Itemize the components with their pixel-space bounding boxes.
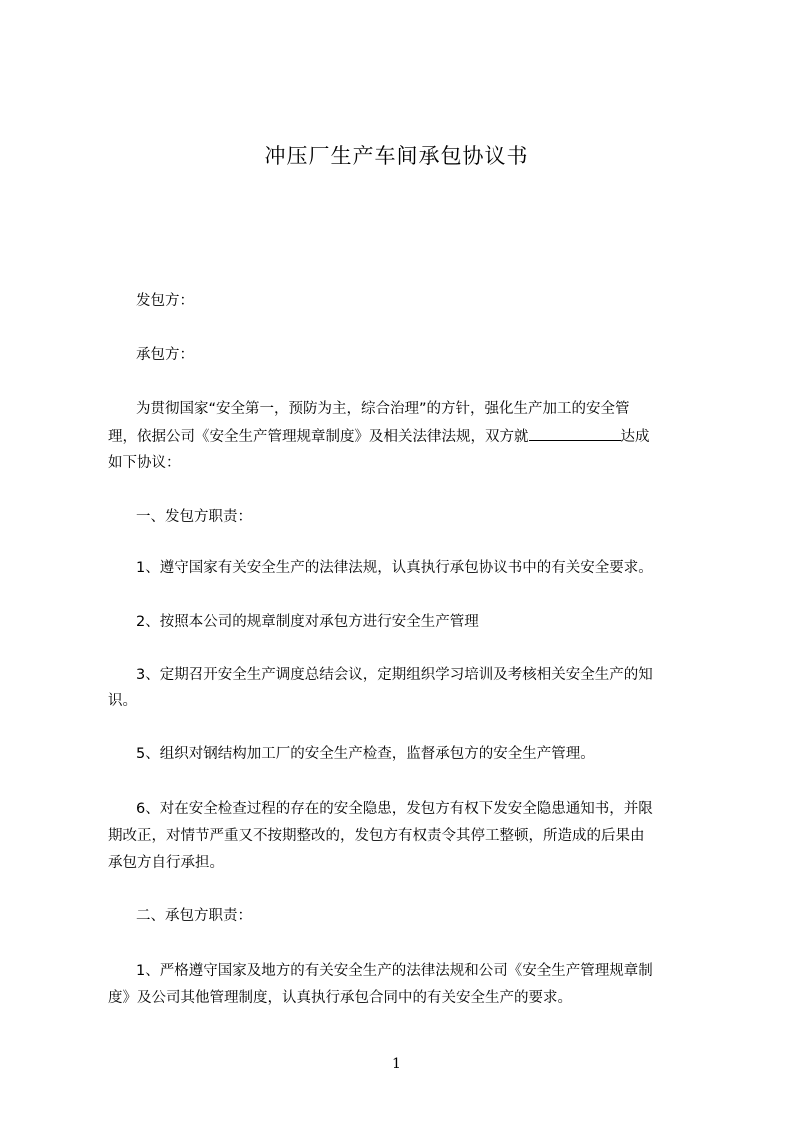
intro-line-2-end: 达成: [620, 429, 650, 445]
section-1-item-2: 2、按照本公司的规章制度对承包方进行安全生产管理: [136, 614, 479, 630]
section-2-item-1-line-1: 1、严格遵守国家及地方的有关安全生产的法律法规和公司《安全生产管理规章制: [136, 963, 653, 979]
section-1-heading: 一、发包方职责：: [136, 509, 252, 525]
section-1-item-5: 5、组织对钢结构加工厂的安全生产检查，监督承包方的安全生产管理。: [136, 746, 595, 762]
document-title: 冲压厂生产车间承包协议书: [264, 144, 529, 168]
section-2-item-1-line-2: 度》及公司其他管理制度，认真执行承包合同中的有关安全生产的要求。: [108, 990, 572, 1006]
section-1-item-6-line-3: 承包方自行承担。: [108, 855, 224, 871]
scope-blank-field: [529, 426, 621, 441]
section-2-heading: 二、承包方职责：: [136, 908, 252, 924]
section-1-item-1: 1、遵守国家有关安全生产的法律法规，认真执行承包协议书中的有关安全要求。: [136, 560, 653, 576]
intro-line-3: 如下协议：: [108, 455, 181, 471]
section-1-item-3-line-1: 3、定期召开安全生产调度总结会议，定期组织学习培训及考核相关安全生产的知: [136, 667, 653, 683]
section-1-item-6-line-2: 期改正，对情节严重又不按期整改的，发包方有权责令其停工整顿，所造成的后果由: [108, 828, 645, 844]
intro-line-1: 为贯彻国家“安全第一，预防为主，综合治理”的方针，强化生产加工的安全管: [136, 401, 630, 417]
intro-line-2-text: 理，依据公司《安全生产管理规章制度》及相关法律法规，双方就: [108, 429, 529, 445]
employer-field-label: 发包方：: [136, 293, 194, 309]
section-1-item-6-line-1: 6、对在安全检查过程的存在的安全隐患，发包方有权下发安全隐患通知书，并限: [136, 801, 653, 817]
page-number: 1: [392, 1056, 401, 1072]
section-1-item-3-line-2: 识。: [108, 693, 137, 709]
contractor-field-label: 承包方：: [136, 347, 194, 363]
intro-line-2: [108, 426, 708, 447]
